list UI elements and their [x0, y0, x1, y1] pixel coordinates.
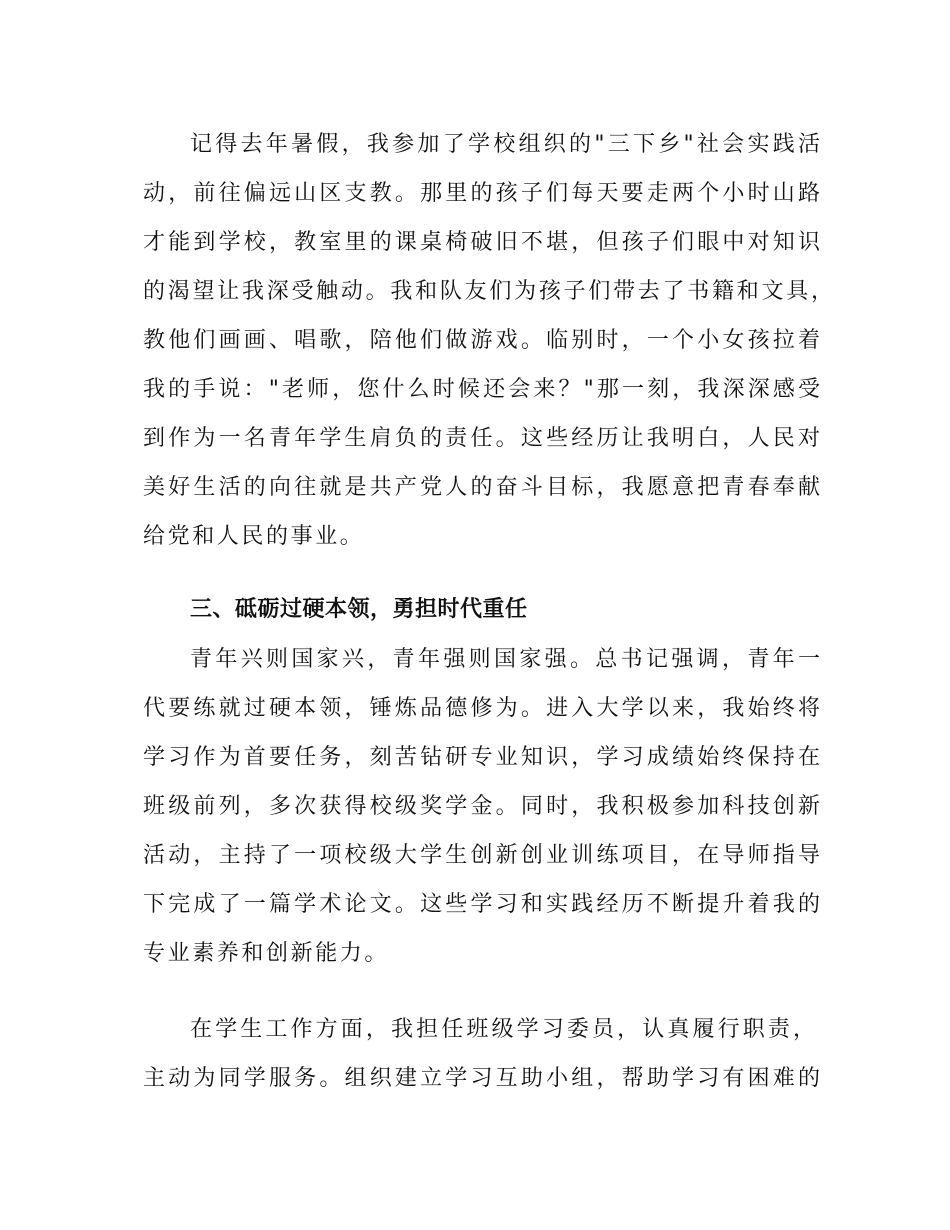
- text-line: 动，前往偏远山区支教。那里的孩子们每天要走两个小时山路: [143, 181, 820, 206]
- text-line: 代要练就过硬本领，锤炼品德修为。进入大学以来，我始终将: [143, 696, 820, 721]
- text-line: 给党和人民的事业。: [143, 524, 365, 549]
- text-line: 活动，主持了一项校级大学生创新创业训练项目，在导师指导: [143, 843, 820, 868]
- text-line: 记得去年暑假，我参加了学校组织的"三下乡"社会实践活: [190, 132, 820, 157]
- text-line: 美好生活的向往就是共产党人的奋斗目标，我愿意把青春奉献: [143, 475, 820, 500]
- text-line: 才能到学校，教室里的课桌椅破旧不堪，但孩子们眼中对知识: [143, 230, 820, 255]
- text-line: 班级前列，多次获得校级奖学金。同时，我积极参加科技创新: [143, 794, 820, 819]
- text-line: 专业素养和创新能力。: [143, 941, 390, 966]
- text-line: 教他们画画、唱歌，陪他们做游戏。临别时，一个小女孩拉着: [143, 328, 820, 353]
- text-line: 的渴望让我深受触动。我和队友们为孩子们带去了书籍和文具，: [143, 279, 833, 304]
- text-line: 主动为同学服务。组织建立学习互助小组，帮助学习有困难的: [143, 1066, 820, 1091]
- text-line: 青年兴则国家兴，青年强则国家强。总书记强调，青年一: [190, 647, 820, 672]
- section-heading: 三、砥砺过硬本领，勇担时代重任: [190, 596, 528, 621]
- text-line: 我的手说："老师，您什么时候还会来？"那一刻，我深深感受: [143, 377, 820, 402]
- text-line: 到作为一名青年学生肩负的责任。这些经历让我明白，人民对: [143, 426, 820, 451]
- text-line: 在学生工作方面，我担任班级学习委员，认真履行职责，: [190, 1017, 815, 1042]
- text-line: 学习作为首要任务，刻苦钻研专业知识，学习成绩始终保持在: [143, 745, 820, 770]
- text-line: 下完成了一篇学术论文。这些学习和实践经历不断提升着我的: [143, 892, 820, 917]
